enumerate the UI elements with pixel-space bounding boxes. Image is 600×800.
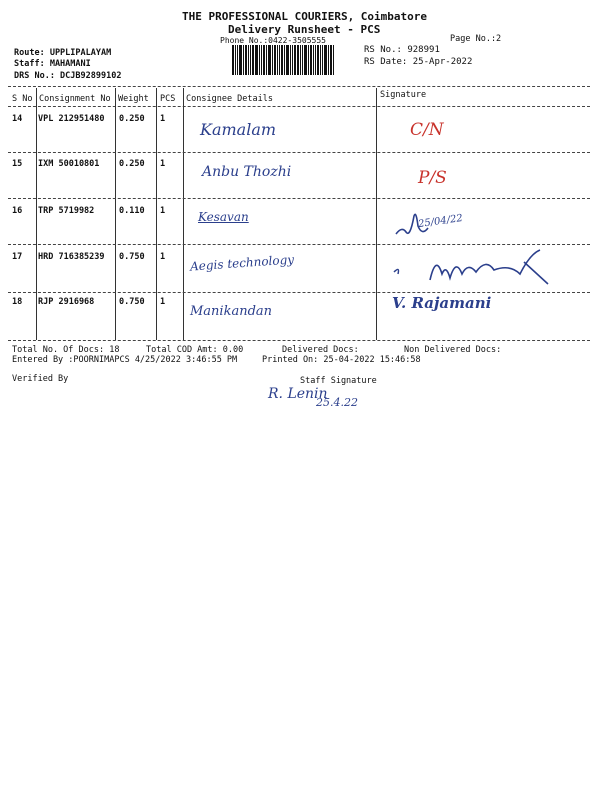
col-sep-3 bbox=[156, 88, 157, 340]
barcode-bar bbox=[250, 45, 251, 75]
barcode-bar bbox=[322, 45, 323, 75]
non-delivered-docs: Non Delivered Docs: bbox=[404, 345, 502, 355]
row-16-consignment: TRP 5719982 bbox=[38, 206, 95, 216]
barcode-bar bbox=[315, 45, 316, 75]
barcode-bar bbox=[235, 45, 236, 75]
barcode-bar bbox=[281, 45, 283, 75]
row-14-signature-handwriting: C/N bbox=[410, 120, 444, 140]
row-18-weight: 0.750 bbox=[119, 297, 145, 307]
row-15-pcs: 1 bbox=[160, 159, 166, 169]
total-docs: Total No. Of Docs: 18 bbox=[12, 345, 120, 355]
row-14-consignment: VPL 212951480 bbox=[38, 114, 105, 124]
company-title: THE PROFESSIONAL COURIERS, Coimbatore bbox=[182, 10, 428, 23]
entered-by: Entered By :POORNIMAPCS 4/25/2022 3:46:55 PM bbox=[12, 355, 238, 365]
barcode-bar bbox=[330, 45, 332, 75]
col-header-weight: Weight bbox=[118, 94, 149, 104]
row-15-rule bbox=[8, 198, 590, 199]
table-top-rule bbox=[8, 86, 590, 87]
row-17-signature-scribble bbox=[390, 244, 560, 286]
col-sep-1 bbox=[36, 88, 37, 340]
col-sep-4 bbox=[183, 88, 184, 340]
row-15-sno: 15 bbox=[12, 159, 23, 169]
row-17-weight: 0.750 bbox=[119, 252, 145, 262]
barcode-bar bbox=[324, 45, 327, 75]
row-14-rule bbox=[8, 152, 590, 153]
row-18-consignee-handwriting: Manikandan bbox=[190, 304, 273, 319]
row-17-rule bbox=[8, 292, 590, 293]
col-header-signature: Signature bbox=[380, 90, 427, 100]
row-18-rule bbox=[8, 340, 590, 341]
barcode-bar bbox=[266, 45, 267, 75]
barcode-bar bbox=[272, 45, 273, 75]
row-18-signature-handwriting: V. Rajamani bbox=[392, 294, 492, 312]
barcode-bar bbox=[292, 45, 293, 75]
row-14-consignee-handwriting: Kamalam bbox=[200, 120, 277, 139]
rs-date: RS Date: 25-Apr-2022 bbox=[364, 57, 473, 67]
row-15-consignee-handwriting: Anbu Thozhi bbox=[202, 164, 292, 180]
barcode-bar bbox=[313, 45, 314, 75]
printed-on: Printed On: 25-04-2022 15:46:58 bbox=[262, 355, 421, 365]
barcode-bar bbox=[297, 45, 299, 75]
delivered-docs: Delivered Docs: bbox=[282, 345, 359, 355]
row-16-pcs: 1 bbox=[160, 206, 166, 216]
row-17-pcs: 1 bbox=[160, 252, 166, 262]
row-16-weight: 0.110 bbox=[119, 206, 145, 216]
route-label: Route: UPPLIPALAYAM bbox=[14, 48, 112, 58]
barcode-bar bbox=[308, 45, 309, 75]
barcode-bar bbox=[294, 45, 296, 75]
barcode bbox=[232, 45, 354, 75]
total-cod: Total COD Amt: 0.00 bbox=[146, 345, 244, 355]
row-15-weight: 0.250 bbox=[119, 159, 145, 169]
barcode-bar bbox=[259, 45, 260, 75]
header-bottom-rule bbox=[8, 106, 590, 107]
barcode-bar bbox=[333, 45, 334, 75]
staff-label: Staff: MAHAMANI bbox=[14, 59, 91, 69]
row-15-signature-handwriting: P/S bbox=[418, 168, 447, 188]
verified-by: Verified By bbox=[12, 374, 69, 384]
barcode-bar bbox=[237, 45, 238, 75]
barcode-bar bbox=[304, 45, 307, 75]
drs-number: DRS No.: DCJB92899102 bbox=[14, 71, 122, 81]
barcode-bar bbox=[300, 45, 301, 75]
row-14-weight: 0.250 bbox=[119, 114, 145, 124]
col-header-pcs: PCS bbox=[160, 94, 176, 104]
staff-signature-handwriting: R. Lenin bbox=[268, 386, 328, 402]
phone-number: Phone No.:0422-3505555 bbox=[220, 36, 326, 45]
barcode-bar bbox=[290, 45, 291, 75]
barcode-bar bbox=[248, 45, 249, 75]
col-sep-5 bbox=[376, 88, 377, 340]
col-header-sno: S No bbox=[12, 94, 33, 104]
row-17-consignee-handwriting: Aegis technology bbox=[189, 252, 295, 274]
barcode-bar bbox=[232, 45, 234, 75]
col-header-consignment: Consignment No bbox=[39, 94, 111, 104]
staff-signature-date: 25.4.22 bbox=[316, 396, 358, 409]
barcode-bar bbox=[279, 45, 280, 75]
barcode-bar bbox=[268, 45, 271, 75]
barcode-bar bbox=[277, 45, 278, 75]
row-14-pcs: 1 bbox=[160, 114, 166, 124]
staff-signature-label: Staff Signature bbox=[300, 376, 377, 386]
row-18-sno: 18 bbox=[12, 297, 23, 307]
row-16-sno: 16 bbox=[12, 206, 23, 216]
barcode-bar bbox=[302, 45, 303, 75]
barcode-bar bbox=[328, 45, 329, 75]
row-16-signature-handwriting: 25/04/22 bbox=[417, 212, 464, 231]
barcode-bar bbox=[245, 45, 247, 75]
row-14-sno: 14 bbox=[12, 114, 23, 124]
barcode-bar bbox=[252, 45, 254, 75]
row-18-consignment: RJP 2916968 bbox=[38, 297, 95, 307]
rs-number: RS No.: 928991 bbox=[364, 45, 440, 55]
row-15-consignment: IXM 50010801 bbox=[38, 159, 100, 169]
barcode-bar bbox=[255, 45, 258, 75]
barcode-bar bbox=[310, 45, 312, 75]
barcode-bar bbox=[320, 45, 321, 75]
row-16-signature-scribble bbox=[392, 208, 432, 242]
document-subtitle: Delivery Runsheet - PCS bbox=[228, 23, 381, 36]
barcode-bar bbox=[284, 45, 285, 75]
barcode-bar bbox=[263, 45, 265, 75]
row-18-pcs: 1 bbox=[160, 297, 166, 307]
barcode-bar bbox=[317, 45, 319, 75]
barcode-bar bbox=[239, 45, 242, 75]
barcode-bar bbox=[286, 45, 289, 75]
page-number: Page No.:2 bbox=[450, 34, 502, 44]
barcode-bar bbox=[243, 45, 244, 75]
col-sep-2 bbox=[115, 88, 116, 340]
barcode-bar bbox=[261, 45, 262, 75]
row-17-consignment: HRD 716385239 bbox=[38, 252, 105, 262]
row-17-sno: 17 bbox=[12, 252, 23, 262]
row-16-consignee-handwriting: Kesavan bbox=[198, 210, 249, 224]
col-header-consignee: Consignee Details bbox=[186, 94, 273, 104]
barcode-bar bbox=[274, 45, 276, 75]
